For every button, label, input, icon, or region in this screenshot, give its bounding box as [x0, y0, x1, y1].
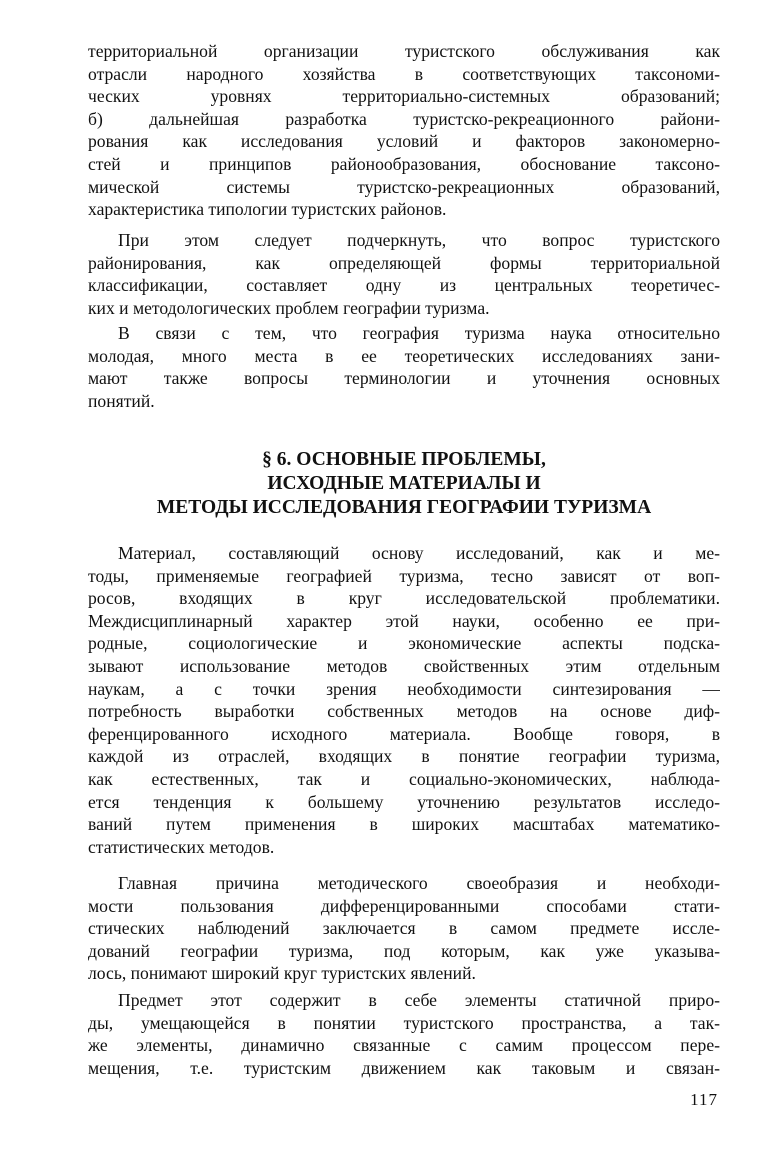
text-line: же элементы, динамично связанные с самим процессом пере-: [88, 1035, 720, 1056]
text-line: мической системы туристско-рекреационных образований,: [88, 176, 720, 197]
text-line: мещения, т.е. туристским движением как таковым и связан-: [88, 1057, 720, 1078]
text-line: статистических методов.: [88, 836, 275, 857]
text-line: ких и методологических проблем географии туризма.: [88, 297, 490, 318]
text-line: понятий.: [88, 390, 155, 411]
text-line: территориальной организации туристского обслуживания как: [88, 41, 720, 61]
text-line: ференцированного исходного материала. Вообще говоря, в: [88, 723, 720, 744]
text-line: зывают использование методов свойственных этим отдельным: [88, 655, 720, 676]
text-line: мости пользования дифференцированными способами стати-: [88, 895, 720, 916]
text-line: стей и принципов районообразования, обоснование таксоно-: [88, 153, 720, 174]
text-line: рования как исследования условий и факторов закономерно-: [88, 131, 720, 152]
text-line: каждой из отраслей, входящих в понятие географии туризма,: [88, 746, 720, 767]
text-line: б) дальнейшая разработка туристско-рекреационного райони-: [88, 108, 720, 129]
text-line: молодая, много места в ее теоретических исследованиях зани-: [88, 345, 720, 366]
intro-paragraph-2: [88, 229, 720, 319]
text-line: ческих уровнях территориально-системных образований;: [88, 86, 720, 107]
text-line: Междисциплинарный характер этой науки, особенно ее при-: [88, 610, 720, 631]
text-line: как естественных, так и социально-экономических, наблюда-: [88, 768, 720, 789]
text-line: ваний путем применения в широких масштабах математико-: [88, 814, 720, 835]
text-line: Предмет этот содержит в себе элементы статичной приро-: [118, 990, 720, 1010]
heading-line: ИСХОДНЫЕ МАТЕРИАЛЫ И: [267, 473, 541, 494]
text-line: отрасли народного хозяйства в соответствующих таксономи-: [88, 63, 720, 84]
text-line: Материал, составляющий основу исследований, как и ме-: [118, 543, 720, 563]
text-line: потребность выработки собственных методов на основе диф-: [88, 701, 720, 722]
section-paragraph-2: [88, 872, 720, 985]
page-number: 117: [690, 1090, 718, 1109]
text-line: тоды, применяемые географией туризма, тесно зависят от воп-: [88, 565, 720, 586]
text-line: В связи с тем, что география туризма наука относительно: [118, 323, 720, 343]
text-line: мают также вопросы терминологии и уточнения основных: [88, 368, 720, 389]
intro-paragraph-1: [88, 40, 720, 221]
text-line: дований географии туризма, под которым, как уже указыва-: [88, 940, 720, 961]
section-paragraph-3: [88, 989, 720, 1079]
text-line: стических наблюдений заключается в самом предмете иссле-: [88, 918, 720, 939]
section-paragraph-1: [88, 542, 720, 858]
text-line: росов, входящих в круг исследовательской проблематики.: [88, 588, 720, 609]
text-line: классификации, составляет одну из центральных теоретичес-: [88, 275, 720, 296]
text-line: районирования, как определяющей формы территориальной: [88, 252, 720, 273]
text-line: ды, умещающейся в понятии туристского пространства, а так-: [88, 1012, 720, 1033]
text-line: При этом следует подчеркнуть, что вопрос туристского: [118, 230, 720, 250]
heading-line: МЕТОДЫ ИССЛЕДОВАНИЯ ГЕОГРАФИИ ТУРИЗМА: [156, 497, 652, 518]
text-line: ется тенденция к большему уточнению результатов исследо-: [88, 791, 720, 812]
text-line: родные, социологические и экономические аспекты подска-: [88, 633, 720, 654]
text-line: лось, понимают широкий круг туристских явлений.: [88, 963, 476, 984]
text-line: характеристика типологии туристских районов.: [88, 199, 447, 220]
text-line: наукам, а с точки зрения необходимости синтезирования —: [88, 678, 720, 699]
section-heading: [88, 448, 720, 520]
intro-paragraph-3: [88, 322, 720, 412]
text-line: Главная причина методического своеобразия и необходи-: [118, 873, 720, 893]
heading-line: § 6. ОСНОВНЫЕ ПРОБЛЕМЫ,: [262, 449, 546, 470]
